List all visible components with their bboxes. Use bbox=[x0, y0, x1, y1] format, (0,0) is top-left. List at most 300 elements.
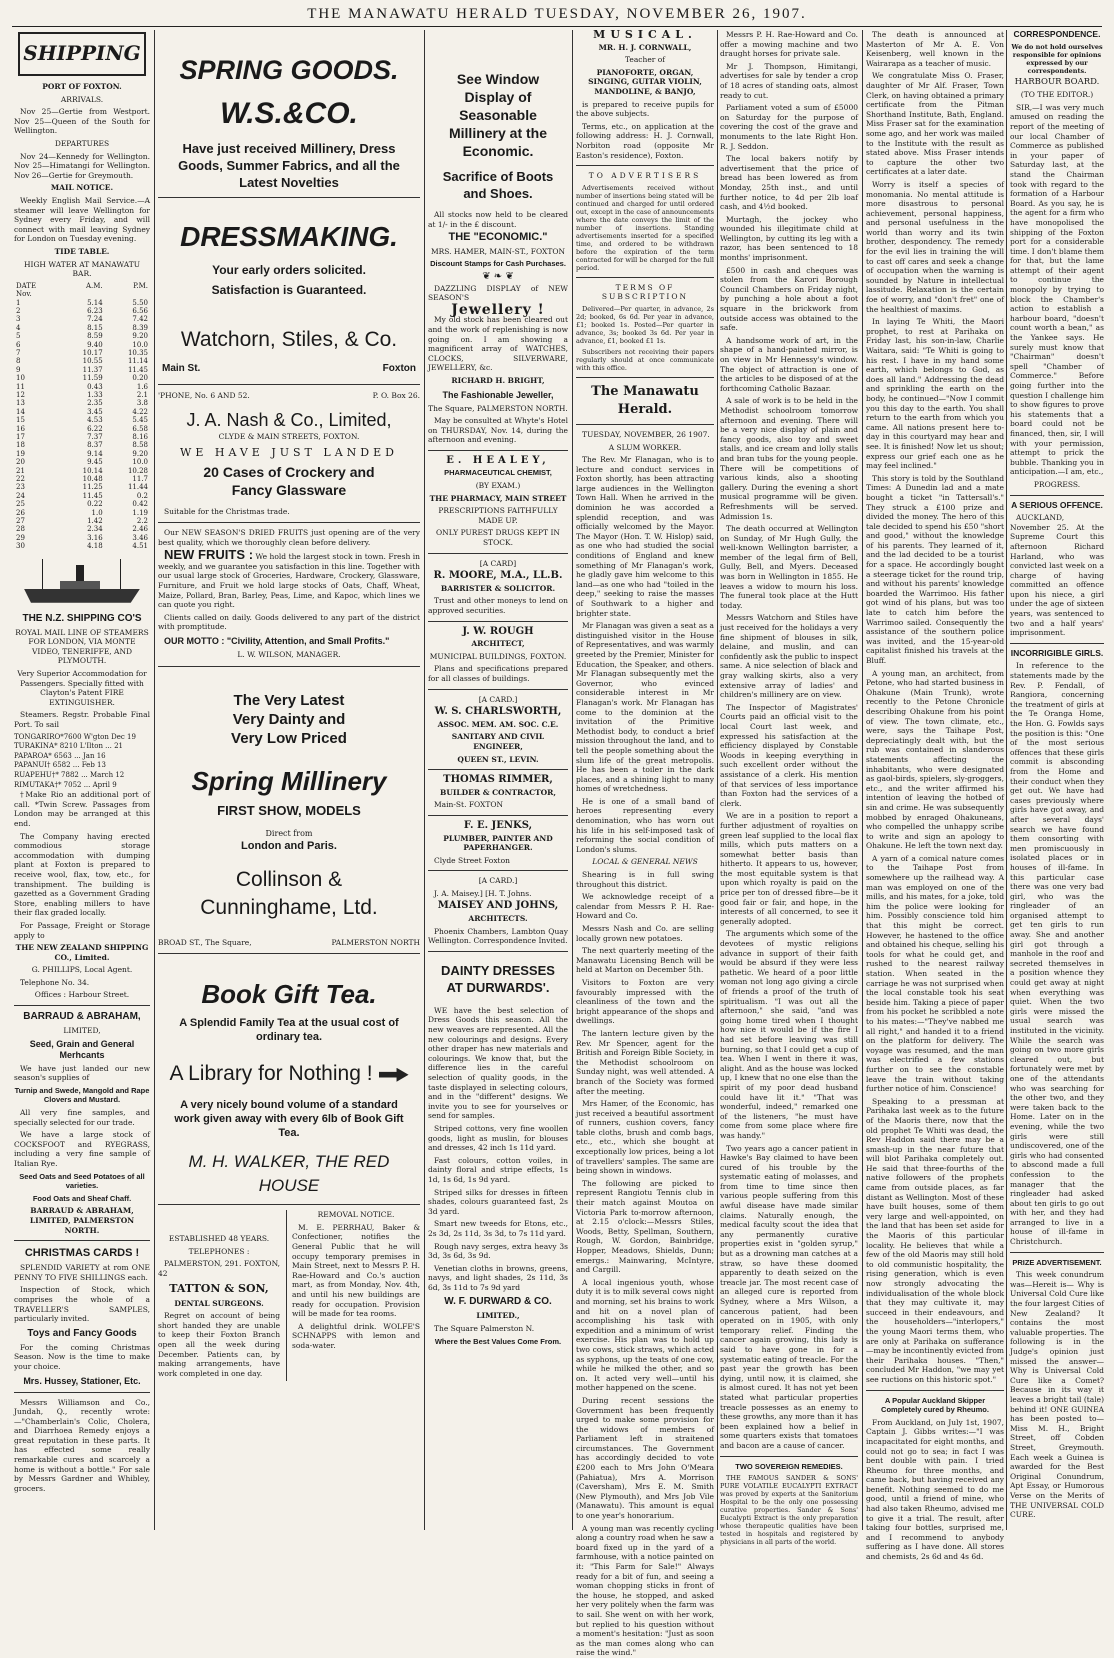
jewellery-text: My old stock has been cleared out and the work of replenishing is now going on. I am showing a magnificent array of WATCHES, CLOCKS, SILVERWARE, JEWELLERY, &c. bbox=[428, 315, 568, 373]
healey-chemist: PHARMACEUTICAL CHEMIST, bbox=[444, 468, 552, 478]
charlsworth-sanitary: SANITARY AND CIVIL ENGINEER, bbox=[451, 732, 545, 751]
tide-day: 7 bbox=[16, 348, 21, 357]
rough-plans: Plans and specifications prepared for all classes of buildings. bbox=[428, 664, 568, 683]
nash-landed: WE HAVE JUST LANDED bbox=[180, 445, 398, 459]
news5-p9: The death occurred at Wellington on Sunday, of Mr Hugh Gully, the well-known Wellington barrister, a member of the legal firm of Bell, Gully, Bell, and Myers. Deceased was born in Wellington in 1855. He leaves a widow to mourn his loss. The funeral took place at the Hutt today. bbox=[720, 524, 858, 610]
spring-goods-title: SPRING GOODS. bbox=[179, 55, 399, 85]
tide-month-row bbox=[14, 290, 150, 298]
tide-row bbox=[14, 383, 150, 391]
tide-col-am: A.M. bbox=[85, 281, 103, 290]
walker-sign: M. H. WALKER, THE RED HOUSE bbox=[188, 1152, 390, 1196]
slum-p2: Mr Flanagan was given a seat as a distinguished visitor in the House of Representatives, and was warmly greeted by the Premier, Minister for Education, the Speaker, and others. Mr Flanagan subsequently met the Governor, who evinced considerable interest in Mr Flanagan's work. Mr Flanagan has come to the dominion at the invitation of the Primitive Methodist body, to conduct a brief mission throughout the land, and to tell the people something about the slum life of the great metropolis. He has been a toiler in the dark places, and a shining light to many homes of wretchedness. bbox=[576, 621, 714, 794]
tide-subheading: HIGH WATER AT MANAWATU BAR. bbox=[23, 259, 141, 279]
tide-pm: 5.50 bbox=[132, 298, 148, 307]
jenks-clyde: Clyde Street Foxton bbox=[434, 855, 510, 865]
column-rule bbox=[154, 30, 155, 1530]
news5-p12: We are in a position to report a further adjustment of royalties on green leaf supplied to the local flax mills, which puts matters on a somewhat better basis than hitherto. It appears to us, however, the most equitable system is that upon which royalty is paid on the price per ton of dressed fibre—be it good fair or fair, and hope, in the interests of all concerned, to see it generally adopted. bbox=[720, 811, 858, 926]
barraud-food: Food Oats and Sheaf Chaff. bbox=[32, 1193, 132, 1203]
local-p6: Messrs Nash and Co. are selling locally grown new potatoes. bbox=[576, 924, 714, 943]
schnapps-text: A delightful drink. WOLFE'S SCHNAPPS with lemon and soda-water. bbox=[292, 1321, 420, 1350]
column-rule bbox=[717, 30, 718, 1530]
toys-text: For the coming Christmas Season. Now is the time to make your choice. bbox=[14, 1342, 150, 1371]
economic-see: See Window Display of Seasonable Millinery at the Economic. bbox=[448, 71, 548, 159]
tide-pm: 10.28 bbox=[127, 466, 148, 475]
barraud-sign: BARRAUD & ABRAHAM, LIMITED, PALMERSTON NORTH. bbox=[29, 1206, 135, 1235]
tide-row bbox=[14, 349, 150, 357]
tide-row bbox=[14, 374, 150, 382]
new-fruits-text bbox=[158, 547, 420, 610]
barraud-sub: LIMITED, bbox=[63, 1026, 101, 1036]
charlsworth-name: W. S. CHARLSWORTH, bbox=[434, 706, 562, 718]
local-p13: During recent sessions the Government has been frequently urged to make some provision for the widows of members of Parliament left in straitened circumstances. The Government has accordingly decided to vote £200 each to Mrs John O'Meara (Pahiatua), Mrs A. Morrison (Caversham), Mrs E. M. Smith (New Plymouth), and Mrs Job Vile (Manawatu). This amount is equal to one year's honorarium. bbox=[576, 1395, 714, 1521]
news6-p8: Speaking to a pressman at Parihaka last week as to the future of the Maoris there, now that the old prophet Te Whiti was dead, the Rev Haddon said there may be a smash-up in the near future that will blot Parihaka completely out. He said that three-fourths of the native followers of the prophets came from outside places, as far distant as Wellington. Most of these have built houses, some of them very large and well-appointed, on the land that has been set aside for the Maoris of this particular locality. He believes that while a few of the old Maoris may still hold to old communistic hospitality, the rising generation, which is even now strongly advocating the individualisation of the whole block that they may cultivate it, may succeed in their endeavours, and the householders—"interlopers," the young Maori terms them, who are only at Parihaka on sufferance—may be incontinently evicted from their Parihaka houses. "Then," concluded Mr Haddon, "we may yet see ructions on this historic spot." bbox=[866, 1096, 1004, 1384]
ad-nash bbox=[158, 391, 420, 660]
tide-pm: 0.20 bbox=[132, 374, 148, 383]
moore-barrister: BARRISTER & SOLICITOR. bbox=[440, 583, 556, 593]
local-p12: A local ingenious youth, whose duty it is to milk several cows night and morning, set his brains to work and hit on a novel plan of accomplishing his task with expedition and a minimum of wrist exercise. His plan was to hold up two cows, stick straws, which acted as syphons, up the teats of one cow, while he milked the other, and so on. It acted very well—until his mother happened on the scene. bbox=[576, 1277, 714, 1393]
tide-row bbox=[14, 332, 150, 340]
tide-pm: 10.0 bbox=[132, 458, 148, 467]
tide-am: 1.0 bbox=[91, 508, 103, 517]
rimmer-mainst: Main-St. FOXTON bbox=[434, 800, 504, 810]
nash-contacts bbox=[158, 391, 420, 401]
sovereign-text: THE FAMOUS SANDER & SONS' PURE VOLATILE EUCALYPTI EXTRACT was proved by experts at the Sanitorium Hospital to be the only one possessing curative properties. Sander & Sons' Eucalypti Extract is the only preparation whose therapeutic qualities have been tested in hospitals and registered by physicians in all parts of the world. bbox=[720, 1474, 858, 1547]
tide-am: 11.37 bbox=[82, 365, 103, 374]
nz-steamer-row: PAPANUI† 6582 ... Feb 13 bbox=[14, 761, 106, 770]
tide-pm: 9.20 bbox=[132, 332, 148, 341]
book-gift-text: A Splendid Family Tea at the usual cost of ordinary tea. bbox=[179, 1017, 399, 1044]
tide-day: 25 bbox=[16, 500, 25, 509]
masthead: THE MANAWATU HERALD TUESDAY, NOVEMBER 26, 1907. bbox=[307, 6, 807, 22]
collinson-address bbox=[158, 938, 420, 948]
local-p9: The lantern lecture given by the Rev. Mr Spencer, agent for the British and Foreign Bible Society, in the Methodist schoolroom on Sunday night, was well attended. A branch of the Society was formed after the meeting. bbox=[576, 1028, 714, 1096]
dressmaking-text-2: Satisfaction is Guaranteed. bbox=[211, 283, 367, 297]
durward-silks: Striped silks for dresses in fifteen shades, colours guaranteed fast, 2s 3d yard. bbox=[428, 1187, 568, 1216]
nz-steamer-row: RUAPEHU†* 7882 ... March 12 bbox=[14, 771, 125, 779]
news6-p2: We congratulate Miss O. Fraser, daughter of Mr Alf. Fraser, Town Clerk, on having obtained a primary certificate from the Pitman Shorthand Institute, Bath, England. Miss Fraser sat for the examination some ago, and her work was mailed to the Institute with the result as stated above. Miss Fraser intends to capture the other two certificates at a later date. bbox=[866, 71, 1004, 177]
correspondence-heading: CORRESPONDENCE. bbox=[1013, 29, 1101, 39]
tide-am: 0.43 bbox=[87, 382, 103, 391]
tide-pm: 10.35 bbox=[127, 348, 148, 357]
tide-day: 22 bbox=[16, 475, 25, 484]
news5-p2: Mr J. Thompson, Himitangi, advertises for sale by tender a crop of 18 acres of standing oats, almost ready to cut. bbox=[720, 61, 858, 100]
moore-card: [A CARD] bbox=[479, 558, 517, 568]
tide-day: 6 bbox=[16, 340, 21, 349]
tide-day: 14 bbox=[16, 407, 25, 416]
tide-am: 10.55 bbox=[82, 357, 103, 366]
tide-row bbox=[14, 391, 150, 399]
nz-shipping-text: Very Superior Accommodation for Passengers. Specially fitted with Clayton's Patent FIRE EXTINGUISHER. bbox=[17, 669, 147, 707]
healey-exam: (BY EXAM.) bbox=[475, 481, 521, 491]
tide-pm: 6.56 bbox=[132, 306, 148, 315]
chamberlain-text: Messrs Williamson and Co., Jundah, Q., recently wrote:—"Chamberlain's Colic, Cholera, and Diarrhoea Remedy enjoys a great reputation in these parts. It has effected some really remarkable cures and scarcely a home is without a bottle." For sale by Messrs Gardner and Whibley, grocers. bbox=[14, 1397, 150, 1493]
watchorn-title: Watchorn, Stiles, & Co. bbox=[180, 328, 398, 351]
healey-purest: ONLY PUREST DRUGS KEPT IN STOCK. bbox=[436, 528, 560, 548]
nash-phone: 'PHONE, No. 6 AND 52. bbox=[158, 390, 250, 400]
nz-steamer-row: PAPAROA* 6563 ... Jan 16 bbox=[14, 751, 106, 760]
nz-shipping-sub: ROYAL MAIL LINE OF STEAMERS FOR LONDON, VIA MONTE VIDEO, TENERIFFE, AND PLYMOUTH. bbox=[15, 627, 149, 666]
nz-phone: Telephone No. 34. bbox=[20, 977, 90, 987]
tide-am: 4.53 bbox=[87, 416, 103, 425]
first-show: FIRST SHOW, MODELS bbox=[217, 802, 361, 818]
durward-serges: Rough navy serges, extra heavy 3s 3d, 3s 6d, 3s 9d. bbox=[428, 1241, 568, 1261]
port-title: PORT OF FOXTON. bbox=[42, 82, 122, 91]
column-editorial bbox=[576, 28, 714, 1658]
tide-row bbox=[14, 517, 150, 525]
removal-heading: REMOVAL NOTICE. bbox=[317, 1210, 395, 1220]
news5-p8: A sale of work is to be held in the Methodist schoolroom tomorrow afternoon and evening. There will be a very nice display of plain and fancy goods, also toy and sweet stalls, and ice cream and lolly stalls and bran tubs for the young people. There will be competitions of various kinds, also a shooting gallery. During the evening a short musical programme will be given. Refreshments will be served. Admission 1s. bbox=[720, 396, 858, 521]
news6-p4: In laying Te Whiti, the Maori prophet, to rest at Parihaka on Friday last, his son-in-law, Charlie Waitara, said: "Te Whiti is going to his rest. I have in my hand some earth, which belongs to God, as does all land." Addressing the dead and sprinkling the earth on the body, he continued—"Now I commit you this day to the earth. You shall return to the earth from which you came. All nations present here to-day in this courtyard may hear and see. It is finished! Now let us shout; express our grief each one as he may feel inclined." bbox=[866, 317, 1004, 471]
tide-am: 11.59 bbox=[82, 374, 103, 383]
serious-text: AUCKLAND, November 25. At the Supreme Court this afternoon Richard Harland, who was convicted last week on a charge of having committed an offence upon his niece, a girl under the age of sixteen years, was sentenced to two and a half years' imprisonment. bbox=[1010, 513, 1104, 638]
rimmer-builder: BUILDER & CONTRACTOR, bbox=[439, 787, 557, 797]
tide-day: 19 bbox=[16, 449, 25, 458]
local-p10: Mrs Hamer, of the Economic, has just received a beautiful assortment of runners, cushion covers, fancy table cloths, brush and comb bags, etc., etc., which she bought at exceptionally low prices, being a lot of travellers' samples. The same are being shown in windows. bbox=[576, 1099, 714, 1176]
harbour-letter: SIR,—I was very much amused on reading the report of the meeting of our local Chamber of Commerce as published in your paper of Saturday last, at the stand the Chairman took with regard to the formation of a Harbour Board. As you say, he is the agent for a firm who have monopolised the shipping of the Foxton port for a considerable time. I don't blame them for that, but the lame attempt of their agent to continue the monopoly by trying to block the Chamber's action to establish a harbour board, "doesn't count worth a bean," as the Yankee says. He surely must know that "Chairman" doesn't spell "Chamber of Commerce." Before going further into the question I challenge him to show figures to prove his statements that a board could not be financed, then, sir, I will with your permission, attempt to prick the bubble. Thanking you in anticipation.—I am, etc., bbox=[1010, 102, 1104, 477]
moore-trust: Trust and other moneys to lend on approved securities. bbox=[428, 596, 568, 615]
maisey-card: [A CARD.] bbox=[478, 876, 518, 886]
tide-pm: 11.7 bbox=[132, 475, 148, 484]
bright-name: RICHARD H. BRIGHT, bbox=[451, 375, 545, 385]
latest-1: The Very Latest bbox=[233, 691, 345, 709]
wsco-title: W.S.&CO. bbox=[220, 97, 358, 130]
bright-fashionable: The Fashionable Jeweller, bbox=[442, 389, 554, 400]
economic-sub: MRS. HAMER, MAIN-ST., FOXTON bbox=[430, 246, 566, 256]
toys-title: Toys and Fancy Goods bbox=[27, 1327, 137, 1339]
tide-day: 16 bbox=[16, 424, 25, 433]
tide-row bbox=[14, 441, 150, 449]
collinson-2: Cunninghame, Ltd. bbox=[200, 895, 378, 919]
advertisers-text: Advertisements received without number of insertions being stated will be continued and charged for until ordered out, except in the case of announcements where the date conveys the limit of the number of insertions. Standing advertisements inserted for a specified time, and ordered to be withdrawn before the expiration of the term contracted for will be charged for the full period. bbox=[576, 183, 714, 272]
local-p11: The following are picked to represent Rangiotu Tennis club in their match against Moutoa on Victoria Park to-morrow afternoon, at 2.15 o'clock:—Messrs Stiles, Woods, Betty, Spellman, Southern, Rough, W. Gordon, Bainbridge, Hopper, Meadows, Shields, Dunn; emergs.: Mainwaring, McIntyre, and Cargill. bbox=[576, 1178, 714, 1275]
mail-text: Weekly English Mail Service.—A steamer will leave Wellington for Sydney every Friday, and will connect with mail leaving Sydney for London on Tuesday evening. bbox=[14, 195, 150, 244]
slum-heading: A SLUM WORKER. bbox=[608, 442, 682, 452]
tide-day: 10 bbox=[16, 374, 25, 383]
tide-pm: 2.1 bbox=[136, 390, 148, 399]
durward-text: WE have the best selection of Dress Goods this season. All the new weaves are represented. All the new colourings and designs. Every other draper has new materials and colourings. We know that, but the difference lies in the careful selection of quality goods, in the taste displayed in selecting colours, and in the "different" designs. We invite you to see for yourselves or send for samples. bbox=[428, 1005, 568, 1121]
skipper-heading: A Popular Auckland Skipper Completely cured by Rheumo. bbox=[881, 1395, 989, 1415]
xmas-text-2: Inspection of Stock, which comprises the whole of a TRAVELLER'S SAMPLES, particularly invited. bbox=[14, 1285, 150, 1324]
subscription-heading: TERMS OF SUBSCRIPTION bbox=[601, 282, 689, 302]
watchorn-left: Main St. bbox=[162, 363, 201, 374]
tide-am: 8.37 bbox=[87, 441, 103, 450]
bright-consulted: May be consulted at Whyte's Hotel on THURSDAY, Nov. 14, during the afternoon and evening. bbox=[428, 416, 568, 445]
prize-text: This week conundrum was—Hereit is— Why is Universal Cold Cure like the four largest Cities of New Zealand? It contains the most valuable properties. The following is in the Judge's opinion just missed the answer— Why is Universal Cold Cure like a Comet? Because in its way it leaves a bright tail (tale) behind it! ONE GUINEA has been posted to—Miss M. H., Bright Street, off Cobden Street, Greymouth. Each week a Guinea is awarded for the Best Original Conundrum, Apt Essay, or Humorous Verse on the Merits of THE UNIVERSAL COLD CURE. bbox=[1010, 1270, 1104, 1520]
tide-row bbox=[14, 458, 150, 466]
tide-am: 1.33 bbox=[87, 390, 103, 399]
tide-row bbox=[14, 366, 150, 374]
tide-am: 8.59 bbox=[87, 332, 103, 341]
nash-sub: CLYDE & MAIN STREETS, FOXTON. bbox=[218, 432, 360, 442]
dressmaking-title: DRESSMAKING. bbox=[180, 221, 398, 252]
harbour-heading: HARBOUR BOARD. bbox=[1014, 76, 1100, 87]
tide-day: 29 bbox=[16, 533, 25, 542]
tide-row bbox=[14, 341, 150, 349]
tide-pm: 10.0 bbox=[132, 340, 148, 349]
tatton-est: ESTABLISHED 48 YEARS. bbox=[168, 1234, 270, 1244]
nz-steamer-list bbox=[14, 733, 150, 791]
masthead-rule bbox=[12, 26, 1102, 27]
maisey-names: J. A. Maisey.] [H. T. Johns. bbox=[434, 888, 532, 898]
durward-name: W. F. DURWARD & CO. bbox=[444, 1296, 552, 1308]
news5-p1: Messrs P. H. Rae-Howard and Co. offer a mowing machine and two draught horses for private sale. bbox=[720, 30, 858, 59]
new-fruits-label: NEW FRUITS : bbox=[164, 547, 254, 563]
durward-square: The Square Palmerston N. bbox=[434, 1324, 535, 1334]
mail-heading: MAIL NOTICE. bbox=[50, 183, 114, 193]
news6-p5: This story is told by the Southland Times: A Dunedin lad and a mate bought a ticket "in Tattersall's." They struck a £100 prize and divided the money. The hero of this tale decided to spend his £50 "short and good," without the knowledge of his parents. They learned of it, and the lad decided to be a tourist for a space. He accordingly bought a steerage ticket for the round trip, and without his parents' knowledge boarded the Warrimoo. His father got wind of his plans, but was too late to catch him before the Warrimoo sailed. Consequently the assistance of the southern police was invited, and the 15-year-old capitalist finished his travels at the Bluff. bbox=[866, 473, 1004, 665]
xmas-text: SPLENDID VARIETY at rom ONE PENNY TO FIVE SHILLINGS each. bbox=[14, 1263, 150, 1282]
tide-body bbox=[14, 299, 150, 551]
rough-municipal: MUNICIPAL BUILDINGS, FOXTON. bbox=[429, 651, 567, 661]
tide-am: 6.22 bbox=[87, 424, 103, 433]
durward-dainty: DAINTY DRESSES AT DURWARDS'. bbox=[441, 962, 555, 995]
barraud-oats: Seed Oats and Seed Potatoes of all varieties. bbox=[19, 1171, 145, 1191]
tide-pm: 4.51 bbox=[132, 542, 148, 551]
tatton-text: Regret on account of being short handed they are unable to keep their Foxton Branch open all the week during December. Patients can, by making arrangements, have work completed in one day. bbox=[158, 1311, 281, 1378]
cornwall-terms: Terms, etc., on application at the following address: H. J. Cornwall, Norbiton road (opposite Mr Easton's residence), Foxton. bbox=[576, 121, 714, 160]
column-shipping bbox=[14, 30, 150, 1530]
tide-row bbox=[14, 425, 150, 433]
healey-name: E. HEALEY, bbox=[446, 454, 550, 466]
tide-am: 5.14 bbox=[87, 298, 103, 307]
durward-velvet: Venetian cloths in browns, greens, navys, and light shades, 2s 11d, 3s 6d, 3s 11d to 7s 9d yard bbox=[428, 1263, 568, 1292]
new-fruits-body: We hold the largest stock in town. Fresh in weekly, and we guarantee you satisfaction in this line. Together with our usual large stock of Groceries, Hardware, Crockery, Glassware, Furniture, and Fruit we hold large stocks of Oats, Chaff, Wheat, Maize, Pollard, Bran, Barley, Peas, Lime, and Kapoc, which lines we can quote you right. bbox=[158, 552, 420, 610]
departures-text: Nov 24—Kennedy for Wellington. Nov 25—Himatangi for Wellington. Nov 26—Gertie for Greymouth. bbox=[14, 151, 150, 180]
tide-pm: 9.20 bbox=[132, 449, 148, 458]
tide-header-row bbox=[14, 282, 150, 290]
arrivals-heading: ARRIVALS. bbox=[60, 94, 104, 104]
tide-day: 24 bbox=[16, 491, 25, 500]
tide-am: 2.35 bbox=[87, 399, 103, 408]
tide-day: 23 bbox=[16, 483, 25, 492]
removal-text: M. E. PERRHAU, Baker & Confectioner, notifies the General Public that he will occupy temporary premises in Main Street, next to Messrs P. H. Rae-Howard and Co.'s auction mart, as from Monday, Nov. 4th, and until his new buildings are ready for occupation. Provision will be made for tea rooms. bbox=[292, 1222, 420, 1319]
ornament-divider-icon: ❦ ❧ ❦ bbox=[482, 270, 514, 282]
watchorn-right: Foxton bbox=[382, 363, 416, 374]
nash-xmas: Suitable for the Christmas trade. bbox=[164, 507, 290, 517]
tide-day: 20 bbox=[16, 458, 25, 467]
local-heading: LOCAL & GENERAL NEWS bbox=[592, 857, 698, 867]
tide-row bbox=[14, 324, 150, 332]
column-adverts bbox=[158, 30, 420, 1530]
collinson-1: Collinson & bbox=[235, 867, 343, 891]
tide-month: Nov. bbox=[16, 290, 32, 299]
tide-row bbox=[14, 534, 150, 542]
ad-tatton bbox=[158, 1210, 280, 1381]
bright-square: The Square, PALMERSTON NORTH. bbox=[428, 403, 568, 413]
tide-day: 17 bbox=[16, 433, 25, 441]
durward-striped: Striped cottons, very fine woollen goods, light as muslin, for blouses and dresses, 42 inch 1s 11d yard. bbox=[428, 1123, 568, 1153]
tide-row bbox=[14, 315, 150, 323]
charlsworth-card: [A CARD.] bbox=[478, 694, 518, 704]
tide-row bbox=[14, 416, 150, 424]
nash-po: P. O. Box 26. bbox=[372, 390, 420, 400]
nash-manager: L. W. WILSON, MANAGER. bbox=[237, 649, 341, 659]
barraud-seed: Seed, Grain and General Merhcants bbox=[29, 1038, 135, 1060]
column-rule bbox=[1006, 30, 1007, 1530]
library-title bbox=[158, 1060, 420, 1088]
ad-dressmaking bbox=[158, 220, 420, 374]
tide-am: 10.14 bbox=[82, 466, 103, 475]
tide-row bbox=[14, 500, 150, 508]
latest-3: Very Low Priced bbox=[231, 729, 347, 747]
nz-notes: †Make Rio an additional port of call. *Twin Screw. Passages from London may be arranged at this end. bbox=[14, 790, 150, 828]
maisey-phoenix: Phoenix Chambers, Lambton Quay Wellington. Correspondence Invited. bbox=[428, 926, 568, 946]
moore-name: R. MOORE, M.A., LL.B. bbox=[433, 570, 563, 582]
charlsworth-assoc: ASSOC. MEM. AM. SOC. C.E. bbox=[437, 719, 559, 729]
local-p14: A young man was recently cycling along a country road when he saw a board fixed up in the yard of a farmhouse, with a notice painted on it: "This Farm for Sale!" Always ready for a bit of fun, and seeing a woman chopping sticks in front of the house, he stopped, and asked her very politely when the farm was to sail. She went on with her work, but replied to his question without a moment's hesitation: "Just as soon as the man comes along who can raise the wind." bbox=[576, 1523, 714, 1658]
news6-p6: A young man, an architect, from Petone, who had started business in Ohakune (Main Trunk), wrote recently to the Petone Chronicle describing Ohakune from his point of view. The town climate, etc., were, says the Taihape Post, depreciatingly dealt with, but the rub was contained in slanderous statements affecting the inhabitants, who were designated as gaol-birds, spielers, sly-groggers, etc., and the writer affirmed his intention of leaving the hotbed of sin and crime. He was subsequently mobbed by enraged Ohakuneans, who compelled the unhappy scribe to write and sign an apology to Ohakune. He left the town next day. bbox=[866, 668, 1004, 851]
jewellery-title: Jewellery ! bbox=[451, 301, 545, 318]
subscription-text: Delivered—Per quarter, in advance, 2s 2d; booked, 6s 6d. Per year in advance, £1; booked 1s. Posted—Per quarter in advance, 3s; booked 3s 6d. Per year in advance, £1, booked £1 1s. bbox=[576, 304, 714, 345]
tide-am: 8.15 bbox=[87, 323, 103, 332]
economic-title: THE "ECONOMIC." bbox=[448, 231, 548, 244]
tide-row bbox=[14, 542, 150, 550]
advertisers-heading: TO ADVERTISERS bbox=[588, 171, 702, 181]
news5-p5: Murtagh, the jockey who wounded his illegitimate child at Wellington, by cutting its leg with a razor, has been sentenced to 18 months' imprisonment. bbox=[720, 214, 858, 263]
durward-fast: Fast colours, cotton voiles, in dainty floral and stripe effects, 1s 1d, 1s 6d, 1s 9d yard. bbox=[428, 1155, 568, 1184]
tide-pm: 0.2 bbox=[136, 491, 148, 500]
shipping-logo-text: SHIPPING bbox=[23, 41, 141, 66]
tide-am: 2.34 bbox=[87, 525, 103, 534]
column-rule bbox=[424, 30, 425, 1530]
tide-day: 18 bbox=[16, 441, 25, 450]
barraud-title: BARRAUD & ABRAHAM, bbox=[23, 1011, 141, 1023]
wsco-text: Have just received Millinery, Dress Goods, Summer Fabrics, and all the Latest Novelties bbox=[178, 141, 400, 190]
tatton-sub: DENTAL SURGEONS. bbox=[174, 1298, 264, 1308]
nash-clients: Clients called on daily. Goods delivered to any part of the district with promptitude. bbox=[158, 612, 420, 632]
musical-heading: MUSICAL. bbox=[593, 28, 697, 41]
ad-removal bbox=[286, 1210, 420, 1381]
jenks-name: F. E. JENKS, bbox=[463, 819, 533, 831]
latest-2: Very Dainty and bbox=[232, 710, 346, 728]
tide-day: 11 bbox=[16, 382, 25, 391]
tide-row bbox=[14, 307, 150, 315]
tide-am: 11.45 bbox=[82, 491, 103, 500]
tide-row bbox=[14, 450, 150, 458]
local-p8: Visitors to Foxton are very favourably impressed with the cleanliness of the town and the bright appearance of the shops and dwellings. bbox=[576, 977, 714, 1026]
news6-p3: Worry is itself a species of monomania. No mental attitude is more disastrous to personal achievement, personal happiness, and personal usefulness in the world than worry and its twin brother, despondency. The remedy for the evil lies in training the will to cast off cares and seek a change of occupation when the warning is sounded by Nature in intellectual lassitude. Relaxation is the certain foe of worry, and "don't fret" one of the healthiest of maxims. bbox=[866, 179, 1004, 314]
tide-day: 9 bbox=[16, 365, 21, 374]
economic-stock-text: All stocks now held to be cleared at 1/- in the £ discount. bbox=[428, 210, 568, 229]
tide-day: 1 bbox=[16, 298, 21, 307]
girls-text: In reference to the statements made by the Rev. P. Fendall, of Rangiora, concerning the treatment of girls at the Te Oranga Home, the Hon. G. Fowlds says the position is this: "One of the most serious offences that these girls commit is absconding from the Home and their conduct when they get out. We have had cases previously where girls have got away, and after several days' search we have found them consorting with men promiscuously in isolated places or in houses of ill-fame. In this particular case there was one very bad girl, who was the ringleader of an organised attempt to get ten girls to run away. She and another girl got through a manhole in the roof and secreted themselves in a position whence they could get away at night when everything was quiet. When the two girls were missed the usual search was instituted in the vicinity. While the search was going on two more girls cleared out, but fortunately were met by one of the attendants who was searching for the other two, and they were taken back to the Home. Later on in the evening, while the two girls were still undiscovered, one of the girls who had consented to abscond made a full confession to the manager that the ringleader had asked about ten girls to go out with her, and they had arranged to live in a house of ill-fame in Christchurch. bbox=[1010, 661, 1104, 1247]
ad-spring-goods bbox=[158, 54, 420, 191]
tide-row bbox=[14, 492, 150, 500]
nz-company: THE NEW ZEALAND SHIPPING CO., Limited. bbox=[15, 943, 149, 962]
tide-row bbox=[14, 399, 150, 407]
tide-day: 5 bbox=[16, 332, 21, 341]
book-gift-title: Book Gift Tea. bbox=[201, 979, 377, 1010]
nash-cases: 20 Cases of Crockery and Fancy Glassware bbox=[203, 464, 375, 499]
nash-motto: OUR MOTTO : "Civility, Attention, and Small Profits." bbox=[164, 635, 390, 646]
column-news-2 bbox=[720, 30, 858, 1547]
nz-steamer-row: TURAKINA* 8210 L'Ilton ... 21 bbox=[14, 742, 123, 751]
tide-row bbox=[14, 467, 150, 475]
tide-row bbox=[14, 299, 150, 307]
news5-p11: The Inspector of Magistrates' Courts paid an official visit to the local Court last week, and expressed his satisfaction at the efficiency displayed by Constable Woods in keeping everything in such excellent order without the assistance of a clerk. His mention of that services of less importance than Foxton had the services of a clerk. bbox=[720, 702, 858, 808]
tide-pm: 7.42 bbox=[132, 315, 148, 324]
tide-day: 30 bbox=[16, 542, 25, 551]
cornwall-subjects: PIANOFORTE, ORGAN, SINGING, GUITAR VIOLIN, MANDOLINE, & BANJO, bbox=[588, 67, 702, 96]
library-text: A Library for Nothing ! bbox=[169, 1062, 373, 1086]
xmas-title: CHRISTMAS CARDS ! bbox=[24, 1247, 140, 1260]
news6-p1: The death is announced at Masterton of Mr A. E. Von Keisenberg, well known in the Wairarapa as a teacher of music. bbox=[866, 30, 1004, 68]
tide-am: 6.23 bbox=[87, 306, 103, 315]
tide-row bbox=[14, 483, 150, 491]
nz-text-2: The Company having erected commodious storage accommodation with dumping plant at Foxton is prepared to receive wool, flax, tow, etc., for transhipment. The building is gazetted as a Government Grading Store, enabling millers to have their flax graded locally. bbox=[14, 831, 150, 918]
tide-am: 3.16 bbox=[87, 533, 103, 542]
tide-day: 12 bbox=[16, 390, 25, 399]
tide-row bbox=[14, 475, 150, 483]
hussey-sign: Mrs. Hussey, Stationer, Etc. bbox=[23, 1375, 141, 1386]
nz-text-3: For Passage, Freight or Storage apply to bbox=[14, 920, 150, 940]
healey-prescriptions: PRESCRIPTIONS FAITHFULLY MADE UP. bbox=[438, 506, 558, 525]
sovereign-heading: TWO SOVEREIGN REMEDIES. bbox=[735, 1461, 843, 1471]
economic-discount: Discount Stamps for Cash Purchases. bbox=[430, 259, 566, 269]
tide-am: 11.25 bbox=[82, 483, 103, 492]
tatton-tel: TELEPHONES : bbox=[188, 1246, 250, 1256]
tide-col-pm: P.M. bbox=[133, 281, 148, 290]
maisey-title: MAISEY AND JOHNS, bbox=[437, 900, 559, 912]
tide-am: 3.45 bbox=[87, 407, 103, 416]
direct-from: Direct from bbox=[265, 828, 313, 838]
shipping-logo bbox=[18, 32, 146, 76]
tide-pm: 11.14 bbox=[127, 357, 148, 366]
tide-pm: 1.19 bbox=[132, 508, 148, 517]
barraud-list: Turnip and Swede, Mangold and Rape Clovers and Mustard. bbox=[14, 1085, 150, 1105]
slum-p3: He is one of a small band of heroes representing every denomination, who has worn out his life in his self-imposed task of reforming the social condition of London's slums. bbox=[576, 796, 714, 854]
tatton-tel-2: PALMERSTON, 291. FOXTON, 42 bbox=[158, 1259, 281, 1279]
ad-millinery bbox=[158, 691, 420, 948]
news5-p6: £500 in cash and cheques was stolen from the Karori Borough Council Chambers on Friday night, by punching a hole about a foot square in the brickwork from outside access was obtained to the safe. bbox=[720, 265, 858, 333]
subscription-note: Subscribers not receiving their papers regularly should at once communicate with this office. bbox=[576, 347, 714, 372]
tide-am: 10.17 bbox=[82, 348, 103, 357]
tide-am: 4.18 bbox=[87, 542, 103, 551]
column-news-3 bbox=[866, 30, 1004, 1562]
tide-am: 9.40 bbox=[87, 340, 103, 349]
tide-day: 8 bbox=[16, 357, 21, 366]
watchorn-address bbox=[162, 364, 416, 374]
local-p5: We acknowledge receipt of a calendar from Messrs P. H. Rae-Howard and Co. bbox=[576, 892, 714, 921]
local-p7: The next quarterly meeting of the Manawatu Licensing Bench will be held at Marton on December 5th. bbox=[576, 946, 714, 975]
rough-architect: ARCHITECT, bbox=[471, 639, 525, 649]
tide-pm: 3.8 bbox=[136, 399, 148, 408]
nz-table-head: Steamers. Regstr. Probable Final Port. To sail bbox=[14, 710, 150, 730]
nash-title: J. A. Nash & Co., Limited, bbox=[186, 410, 392, 431]
barraud-text-2: All very fine samples, and specially selected for our trade. bbox=[14, 1108, 150, 1127]
tide-am: 7.24 bbox=[87, 315, 103, 324]
tide-day: 4 bbox=[16, 323, 21, 332]
tide-day: 3 bbox=[16, 315, 21, 324]
rimmer-name: THOMAS RIMMER, bbox=[443, 774, 553, 786]
tatton-title: TATTON & SON, bbox=[169, 1281, 269, 1295]
steamer-illustration bbox=[20, 555, 144, 609]
tide-pm: 8.58 bbox=[132, 441, 148, 450]
barraud-text-3: We have a large stock of COCKSFOOT and RYEGRASS, including a very fine sample of Italian Rye. bbox=[14, 1130, 150, 1168]
to-editor: (TO THE EDITOR.) bbox=[1020, 90, 1094, 100]
tide-col-date: DATE bbox=[16, 281, 37, 290]
london-paris: London and Paris. bbox=[241, 840, 337, 853]
tide-am: 10.48 bbox=[82, 475, 103, 484]
healey-pharmacy: THE PHARMACY, MAIN STREET bbox=[429, 493, 567, 503]
maisey-architects: ARCHITECTS. bbox=[468, 914, 528, 924]
durward-tweeds: Smart new tweeds for Etons, etc., 2s 3d, 2s 11d, 3s 3d, to 7s 11d yard. bbox=[428, 1219, 568, 1238]
nz-steamer-row: TONGARIRO*7600 W'gton Dec 19 bbox=[14, 732, 136, 741]
collinson-palmerston: PALMERSTON NORTH bbox=[331, 937, 420, 947]
charlsworth-queen: QUEEN ST., LEVIN. bbox=[457, 754, 539, 764]
arrivals-text: Nov 25—Gertie from Westport. Nov 25—Queen of the South for Wellington. bbox=[14, 107, 150, 136]
rough-name: J. W. ROUGH bbox=[462, 625, 534, 637]
